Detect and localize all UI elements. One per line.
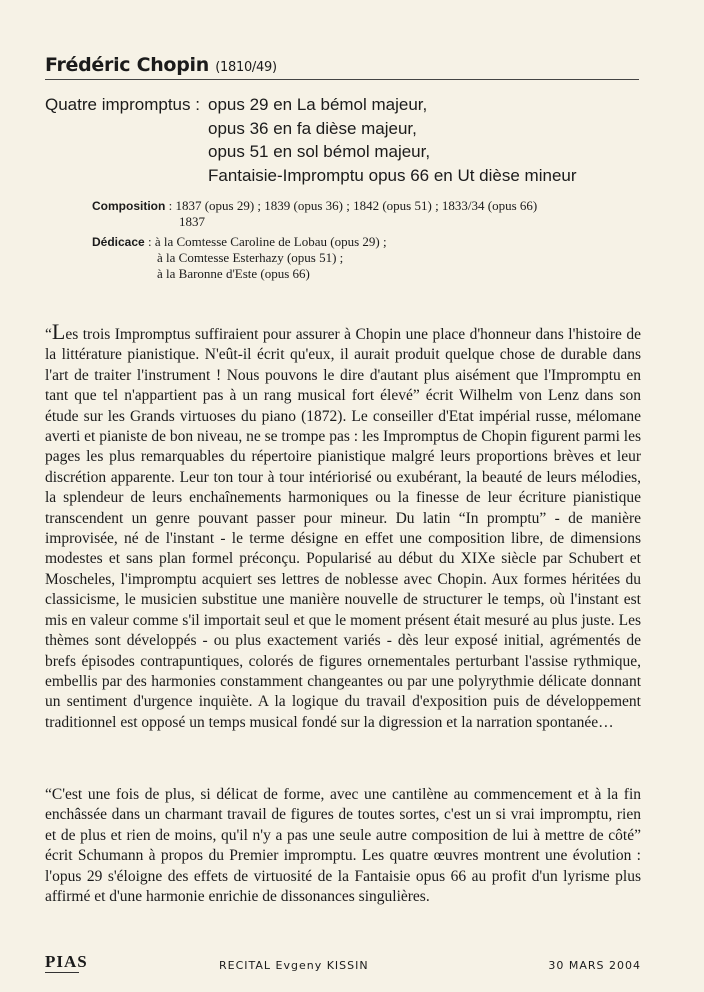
work-title-block (45, 93, 577, 187)
body-paragraph (45, 785, 641, 907)
dedicace-line: à la Comtesse Esterhazy (opus 51) ; (157, 250, 344, 265)
body-paragraph (45, 319, 641, 733)
footer-divider (45, 972, 79, 973)
dedicace-line: à la Baronne d'Este (opus 66) (157, 266, 310, 281)
composer-name: Frédéric Chopin (45, 54, 209, 76)
composition-label: Composition (92, 199, 166, 213)
publisher-logo: PIAS (45, 952, 88, 971)
open-quote: “ (45, 326, 52, 343)
footer-date: 30 MARS 2004 (548, 959, 641, 972)
footer-event: RECITAL Evgeny KISSIN (219, 959, 369, 972)
work-metadata (92, 198, 537, 282)
dedicace-label: Dédicace (92, 235, 145, 249)
paragraph-text: “C'est une fois de plus, si délicat de forme, avec une cantilène au commencement et à la fin enchâssée dans un charmant travail de figures de toutes sortes, c'est un si vrai impromptu, rien et de plus et rien de moins, qu'il n'y a pas une seule autre composition de lui à mettre de côté” écrit Schumann à propos du Premier impromptu. Les quatre œuvres montrent une évolution : l'opus 29 s'éloigne des effets de virtuosité de la Fantaisie opus 66 au profit d'un lyrisme plus affirmé et d'une harmonie enrichie de dissonances singulières. (45, 786, 641, 906)
work-item: opus 29 en La bémol majeur, (208, 95, 428, 114)
dedicace-line: : à la Comtesse Caroline de Lobau (opus 29) ; (144, 234, 387, 249)
composition-dates-cont: 1837 (179, 214, 205, 229)
work-label: Quatre impromptus : (45, 95, 200, 114)
header-divider (45, 79, 639, 80)
drop-cap: L (51, 319, 66, 344)
composition-dates: : 1837 (opus 29) ; 1839 (opus 36) ; 1842 (opus 51) ; 1833/34 (opus 66) (165, 198, 538, 213)
work-item: Fantaisie-Impromptu opus 66 en Ut dièse mineur (208, 165, 577, 185)
paragraph-text: es trois Impromptus suffiraient pour assurer à Chopin une place d'honneur dans l'histoire de la littérature pianistique. N'eût-il écrit qu'eux, il aurait produit quelque chose de durable dans l'art de traiter l'instrument ! Nous pouvons le dire d'autant plus aisément que l'Impromptu en tant que tel n'appartient pas à un rang musical fort élevé” écrit Wilhelm von Lenz dans son étude sur les Grands virtuoses du piano (1872). Le conseiller d'Etat impérial russe, mélomane averti et pianiste de bon niveau, ne se trompe pas : les Impromptus de Chopin figurent parmi les pages les plus remarquables du répertoire pianistique malgré leurs proportions brèves et leur discrétion apparente. Leur ton tour à tour intériorisé ou exubérant, la beauté de leurs mélodies, la splendeur de leurs enchaînements harmoniques ou la finesse de leur écriture pianistique transcendent un genre pouvant passer pour mineur. Du latin “In promptu” - de manière improvisée, né de l'instant - le terme désigne en effet une composition libre, de dimensions modestes et sans plan formel préconçu. Popularisé au début du XIXe siècle par Schubert et Moscheles, l'impromptu acquiert ses lettres de noblesse avec Chopin. Aux formes héritées du classicisme, le musicien substitue une manière nouvelle de structurer le temps, où l'instant est mis en valeur comme s'il importait seul et que le moment présent était mesuré au plus juste. Les thèmes sont développés - ou plus exactement variés - dès leur exposé initial, agrémentés de brefs épisodes contrapuntiques, colorés de figures ornementales perturbant l'assise rythmique, embellis par des harmonies constamment changeantes ou par une polyrythmie délicate donnant un sentiment d'urgence inquiète. A la logique du travail d'exposition puis de développement traditionnel est opposé un temps musical fondé sur la digression et la narration spontanée… (45, 326, 641, 731)
composer-heading (45, 54, 277, 76)
work-item: opus 36 en fa dièse majeur, (208, 118, 417, 138)
composer-years: (1810/49) (215, 60, 277, 75)
work-item: opus 51 en sol bémol majeur, (208, 142, 431, 161)
